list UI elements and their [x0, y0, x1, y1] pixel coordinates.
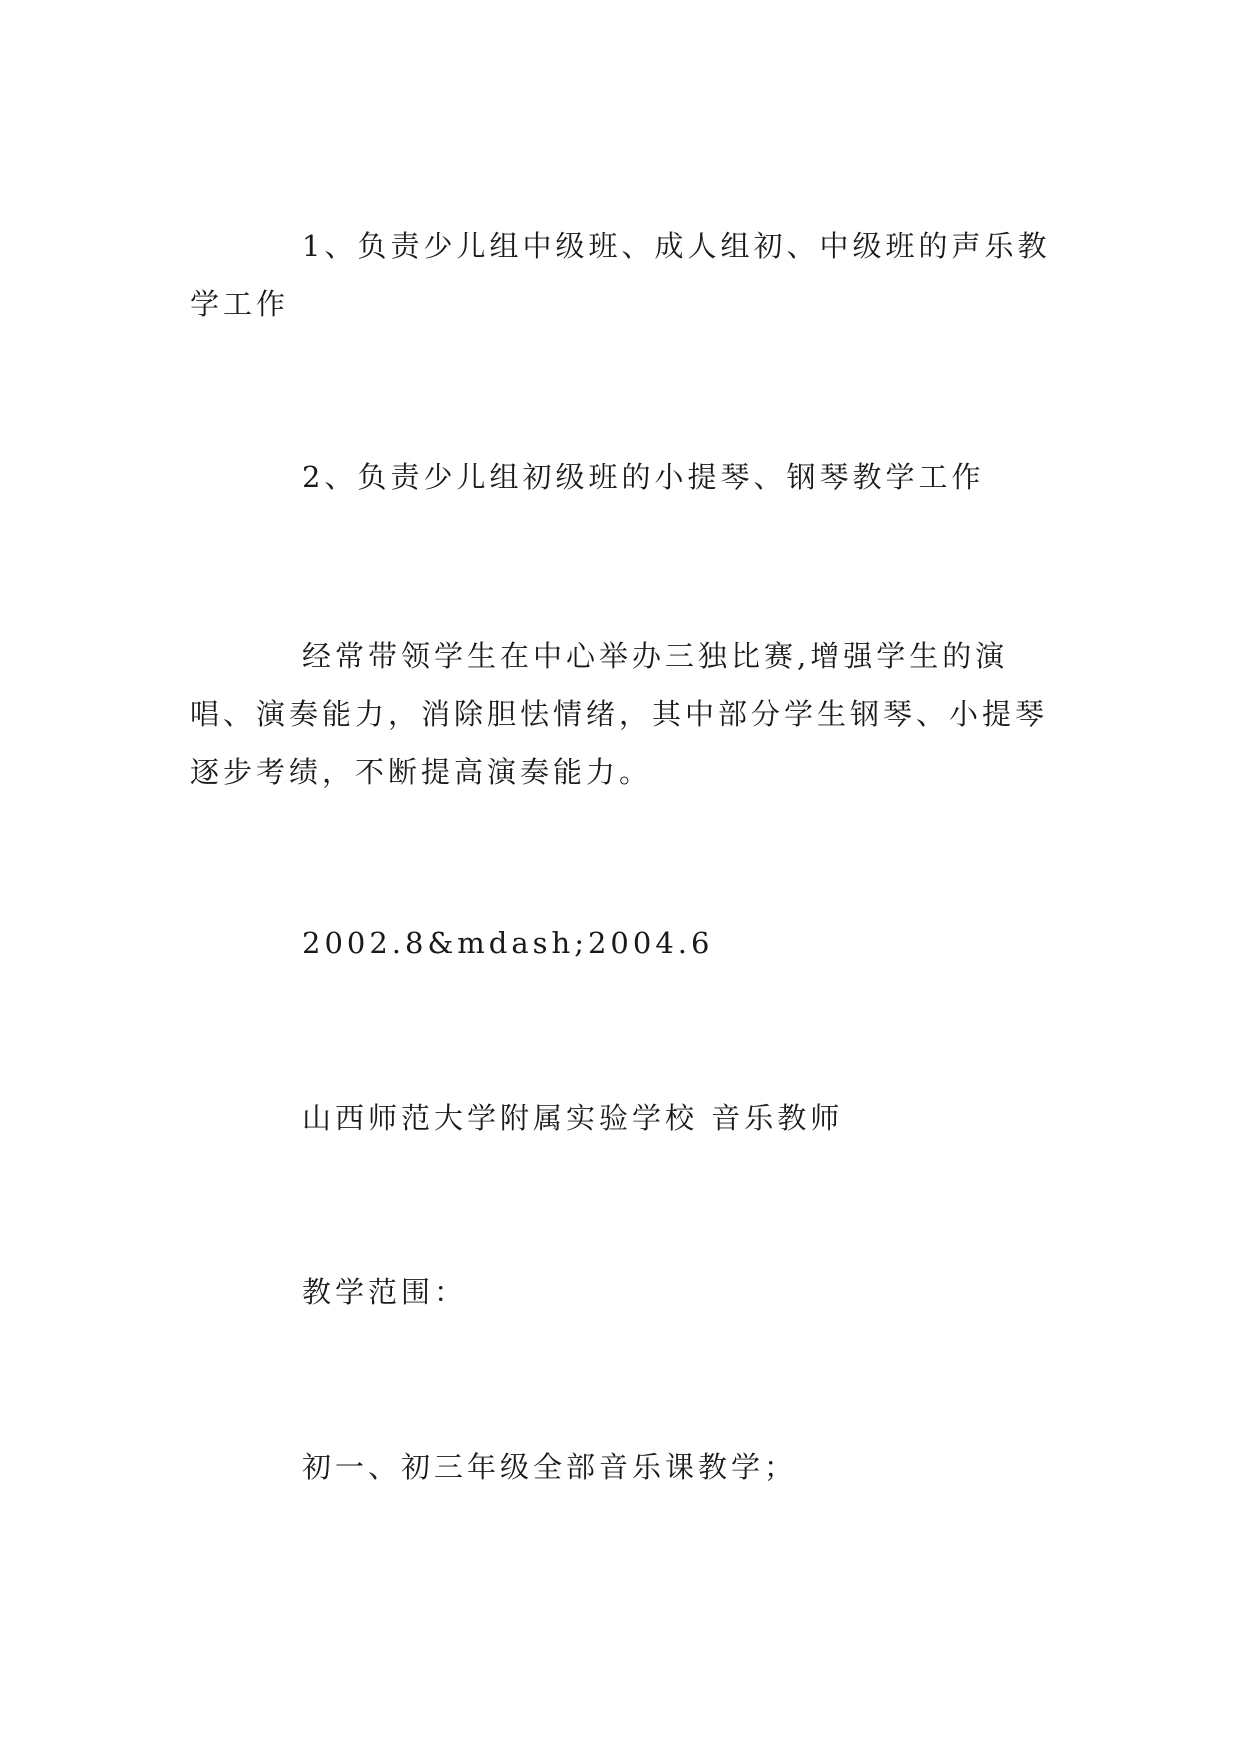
paragraph-teaching-scope-heading: 教学范围： — [302, 1275, 468, 1309]
paragraph-employer: 山西师范大学附属实验学校 音乐教师 — [302, 1101, 844, 1135]
paragraph-competition: 经常带领学生在中心举办三独比赛,增强学生的演唱、演奏能力，消除胆怯情绪，其中部分学生钢琴、小提琴逐步考绩，不断提高演奏能力。 — [190, 639, 1049, 789]
paragraph-duty-vocal: 1、负责少儿组中级班、成人组初、中级班的声乐教学工作 — [190, 229, 1051, 321]
paragraph-duty-violin-piano: 2、负责少儿组初级班的小提琴、钢琴教学工作 — [302, 460, 985, 494]
paragraph-teaching-scope: 初一、初三年级全部音乐课教学； — [302, 1450, 798, 1484]
paragraph-date-range: 2002.8&mdash;2004.6 — [302, 926, 714, 960]
